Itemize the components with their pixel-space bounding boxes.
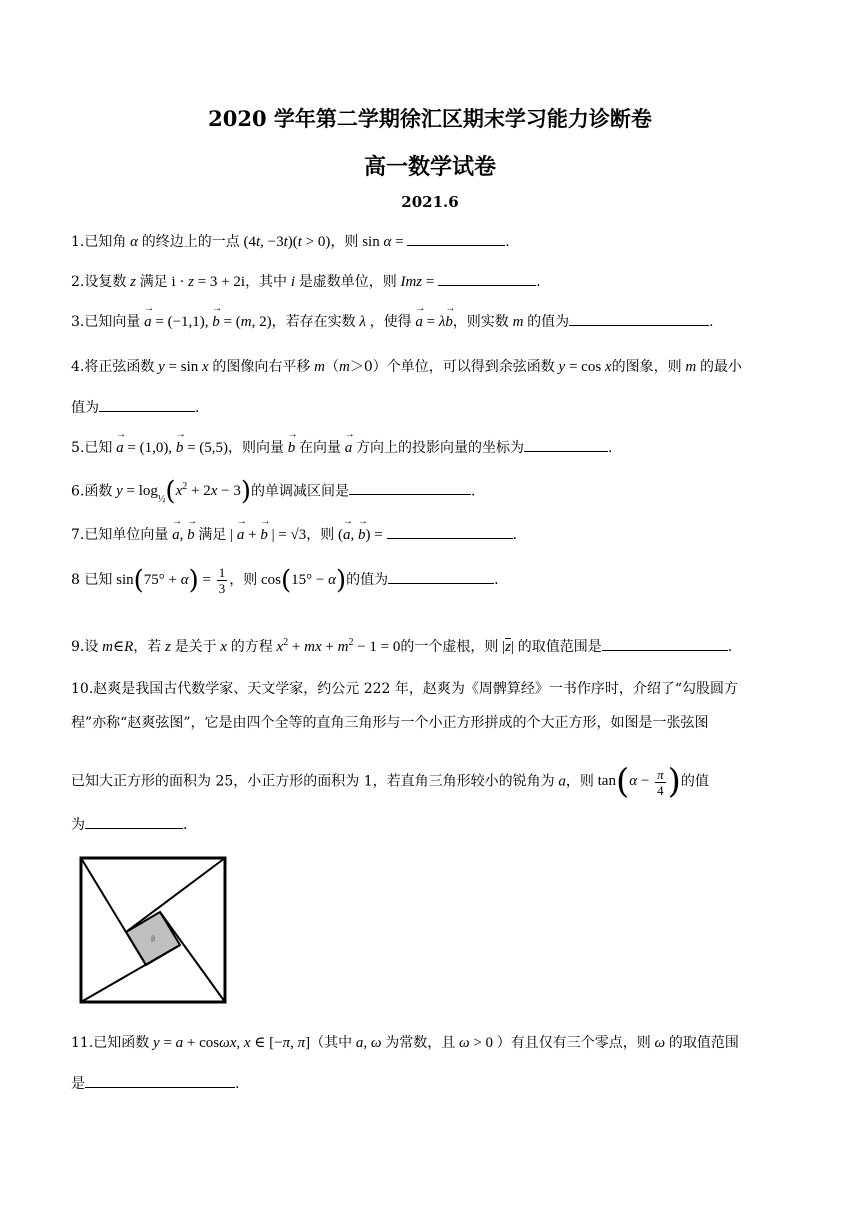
exam-date: 2021.6 bbox=[401, 193, 459, 211]
question-9: 9.设 m∈R，若 z 是关于 x 的方程 $x^2$ + mx + $m^2 - 1 = 0$的一个虚根，则 $|\overline{z}|$ 的取值范围是 . bbox=[71, 637, 733, 655]
question-10-line-3: 已知大正方形的面积为 25，小正方形的面积为 1，若直角三角形较小的锐角为 a，则 tan(α − $\frac{\pi}{4}$ )的值 bbox=[71, 762, 709, 802]
question-5: 5.已知 → a = (1,0), → b = (5,5)，则向量 → b 在向量 → a 方向上的投影向量的坐标为 . bbox=[71, 437, 801, 457]
question-11-line-2: 是 . bbox=[71, 1076, 240, 1092]
exam-title: 2020 学年第二学期徐汇区期末学习能力诊断卷 bbox=[208, 106, 652, 131]
question-1: 1.已知角 α 的终边上的一点 (4t, −3t)(t > 0)，则 sin α = . bbox=[71, 234, 510, 250]
question-4: 4.将正弦函数 y = sin x 的图像向右平移 m（m＞0）个单位，可以得到余弦函数 y = cos x的图象，则 m 的最小 bbox=[71, 359, 742, 375]
exam-subtitle: 高一数学试卷 bbox=[363, 154, 496, 180]
question-11: 11.已知函数 y = a + cosωx, x ∈ [−π, π]（其中 a, ω 为常数，且 ω > 0 ）有且仅有三个零点，则 ω 的取值范围 bbox=[71, 1035, 739, 1051]
question-10-line-4: 为 . bbox=[71, 817, 188, 833]
zhao-shuang-chord-diagram bbox=[78, 855, 238, 1010]
question-8: 8 已知 sin(75° + α) = $\frac{1}{3}$ ，则 cos(15° − α)的值为 . bbox=[71, 565, 499, 596]
question-10-line-1: 10.赵爽是我国古代数学家、天文学家，约公元 222 年，赵爽为《周髀算经》一书作序时，介绍了“勾股圆方 bbox=[71, 681, 739, 697]
question-4-line-2: 值为 . bbox=[71, 400, 200, 416]
question-7: 7.已知单位向量 → a, → b 满足 | → a + → b | = √3，则 (→ a, → b) = . bbox=[71, 524, 801, 544]
question-2: 2.设复数 z 满足 i · z = 3 + 2i，其中 i 是虚数单位，则 Imz = . bbox=[71, 274, 541, 290]
question-6: 6.函数 $y = \log_{\frac{1}{2}}(x^2 + 2x - 3)$的单调减区间是 . bbox=[71, 477, 476, 507]
question-10-line-2: 程”亦称“赵爽弦图”，它是由四个全等的直角三角形与一个小正方形拼成的个大正方形，如图是一张弦图 bbox=[71, 715, 709, 731]
inner-label: β bbox=[151, 935, 156, 943]
question-3: 3.已知向量 → a = (−1,1), → b = (m, 2)，若存在实数 λ ，使得 → a = λ→ b，则实数 m 的值为 . bbox=[71, 311, 801, 331]
